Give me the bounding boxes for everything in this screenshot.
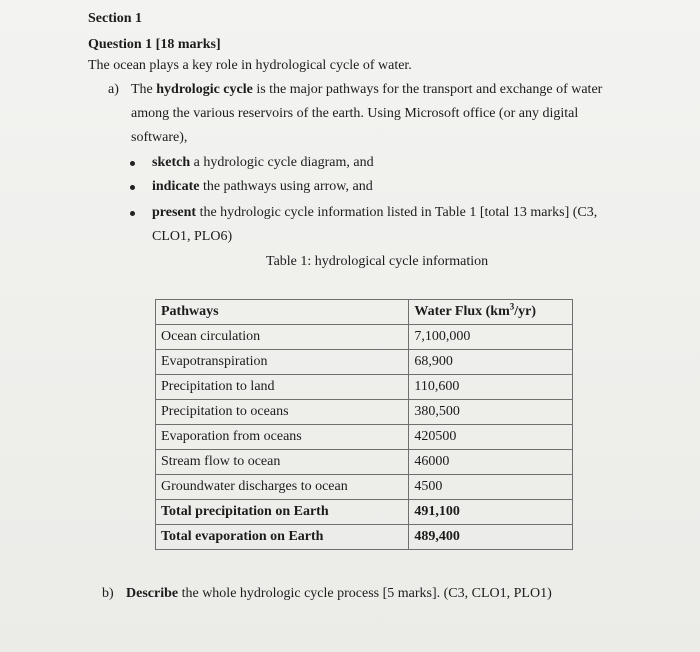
- pathway-cell: Evapotranspiration: [156, 350, 409, 375]
- header-water-flux: Water Flux $(km^3/yr)$: [409, 300, 573, 325]
- pathway-cell: Groundwater discharges to ocean: [156, 475, 409, 500]
- flux-cell: 4500: [409, 475, 573, 500]
- table-total-row: [156, 500, 573, 525]
- pathway-cell: Ocean circulation: [156, 325, 409, 350]
- table-row: [156, 375, 573, 400]
- flux-cell: 420500: [409, 425, 573, 450]
- table-total-row: [156, 525, 573, 550]
- bullet-item-present-cont: CLO1, PLO6): [152, 229, 233, 244]
- pathway-cell: Precipitation to oceans: [156, 400, 409, 425]
- hydrologic-cycle-term: hydrologic cycle: [156, 82, 253, 97]
- table-header-row: [156, 300, 573, 325]
- header-pathways: Pathways: [156, 300, 409, 325]
- flux-cell: 380,500: [409, 400, 573, 425]
- table-row: [156, 475, 573, 500]
- bullet-item-sketch: sketch a hydrologic cycle diagram, and: [152, 155, 374, 170]
- table-row: [156, 325, 573, 350]
- part-b-label: b): [102, 586, 114, 601]
- part-a-label: a): [108, 82, 119, 97]
- hydrological-cycle-table: [155, 299, 573, 550]
- bullet-item-indicate: indicate the pathways using arrow, and: [152, 179, 373, 194]
- part-a-line-1: The hydrologic cycle is the major pathways for the transport and exchange of water: [131, 82, 603, 97]
- table-row: [156, 350, 573, 375]
- pathway-cell: Precipitation to land: [156, 375, 409, 400]
- part-a-line-3: software),: [131, 130, 188, 145]
- bullet-dot: [130, 185, 135, 190]
- pathway-cell: Evaporation from oceans: [156, 425, 409, 450]
- table-caption: Table 1: hydrological cycle information: [266, 254, 489, 269]
- part-a-line-2: among the various reservoirs of the earth. Using Microsoft office (or any digital: [131, 106, 579, 121]
- flux-cell: 68,900: [409, 350, 573, 375]
- total-flux-cell: 489,400: [409, 525, 573, 550]
- flux-cell: 7,100,000: [409, 325, 573, 350]
- bullet-dot: [130, 211, 135, 216]
- total-pathway-cell: Total evaporation on Earth: [156, 525, 409, 550]
- table-row: [156, 450, 573, 475]
- bullet-item-present: present the hydrologic cycle information listed in Table 1 [total 13 marks] (C3,: [152, 205, 598, 220]
- question-intro: The ocean plays a key role in hydrological cycle of water.: [88, 58, 412, 73]
- section-heading: Section 1: [88, 11, 143, 26]
- part-b-text: Describe the whole hydrologic cycle process [5 marks]. (C3, CLO1, PLO1): [126, 586, 552, 601]
- bullet-dot: [130, 161, 135, 166]
- flux-cell: 46000: [409, 450, 573, 475]
- flux-cell: 110,600: [409, 375, 573, 400]
- table-row: [156, 400, 573, 425]
- total-flux-cell: 491,100: [409, 500, 573, 525]
- pathway-cell: Stream flow to ocean: [156, 450, 409, 475]
- question-title: Question 1 [18 marks]: [88, 37, 221, 52]
- table-row: [156, 425, 573, 450]
- total-pathway-cell: Total precipitation on Earth: [156, 500, 409, 525]
